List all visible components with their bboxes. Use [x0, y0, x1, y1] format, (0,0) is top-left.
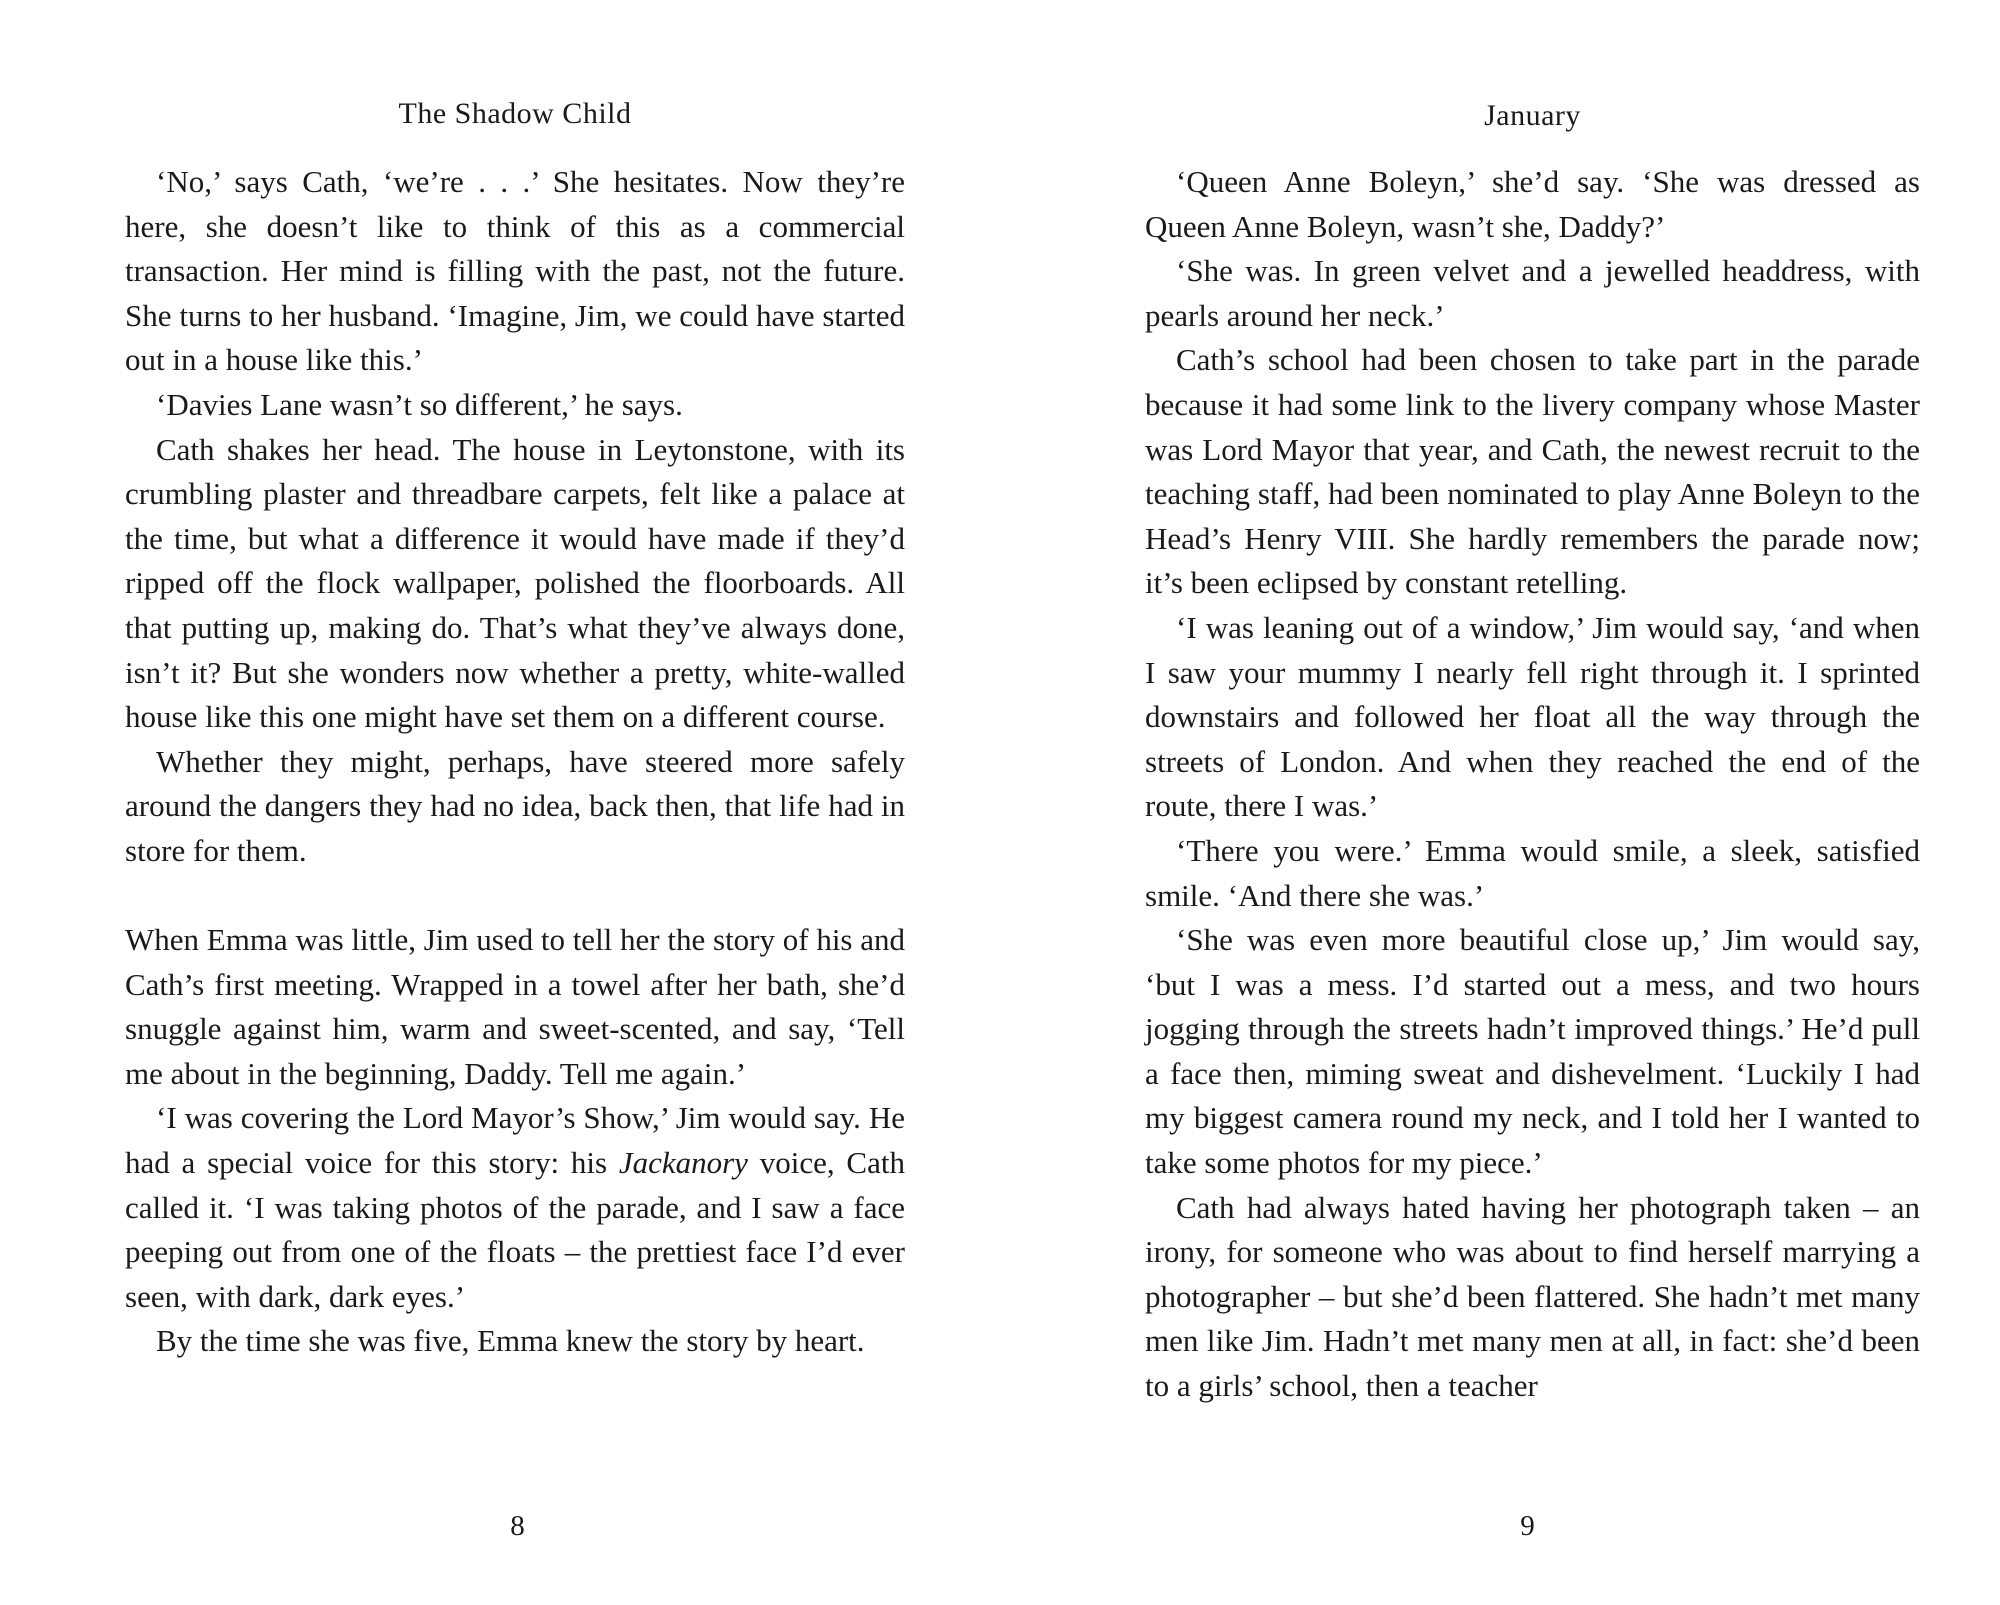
right-page	[1145, 0, 1920, 1605]
paragraph-text: voice, Cath called it. ‘I was taking photos of the parade, and I saw a face peeping out from one of the floats – the prettiest face I’d ever seen, with dark, dark eyes.’	[125, 1145, 905, 1314]
paragraph: ‘There you were.’ Emma would smile, a sleek, satisfied smile. ‘And there she was.’	[1145, 832, 1920, 913]
paragraph: ‘Queen Anne Boleyn,’ she’d say. ‘She was dressed as Queen Anne Boleyn, wasn’t she, Daddy?’	[1145, 164, 1920, 244]
paragraph: Cath had always hated having her photograph taken – an irony, for someone who was about to find herself marrying a photographer – but she’d been flattered. She hadn’t met many men like Jim. Hadn’t met many men at all, in fact: she’d been to a girls’ school, then a teacher	[1145, 1189, 1920, 1404]
paragraph: By the time she was five, Emma knew the story by heart.	[156, 1323, 865, 1359]
paragraph: ‘Davies Lane wasn’t so different,’ he says.	[156, 386, 683, 422]
left-page-body	[125, 160, 905, 1364]
paragraph: ‘She was. In green velvet and a jewelled headdress, with pearls around her neck.’	[1145, 253, 1920, 333]
page-number-right: 9	[1520, 1510, 1535, 1542]
section-break	[125, 874, 905, 919]
paragraph: When Emma was little, Jim used to tell her the story of his and Cath’s first meeting. Wrapped in a towel after her bath, she’d snuggle against him, warm and sweet-scented, and say, ‘Tell me about in the beginning, Daddy. Tell me again.’	[125, 922, 906, 1091]
paragraph: Cath’s school had been chosen to take part in the parade because it had some link to the livery company whose Master was Lord Mayor that year, and Cath, the newest recruit to the teaching staff, had been nominated to play Anne Boleyn to the Head’s Henry VIII. She hardly remembers the parade now; it’s been eclipsed by constant retelling.	[1145, 342, 1920, 601]
page-number-left: 8	[510, 1510, 525, 1542]
paragraph-text: ‘I was covering the Lord Mayor’s Show,’ Jim would say. He had a special voice for this story: his	[125, 1100, 905, 1181]
left-page	[125, 0, 905, 1605]
paragraph	[125, 1096, 905, 1319]
right-page-body	[1145, 160, 1920, 1409]
running-head-left: The Shadow Child	[398, 97, 632, 130]
italic-title: Jackanory	[618, 1145, 748, 1181]
running-head-right: January	[1484, 99, 1581, 132]
paragraph: ‘I was leaning out of a window,’ Jim would say, ‘and when I saw your mummy I nearly fell right through it. I sprinted downstairs and followed her float all the way through the streets of London. And when they reached the end of the route, there I was.’	[1145, 609, 1920, 824]
paragraph: Cath shakes her head. The house in Leytonstone, with its crumbling plaster and threadbare carpets, felt like a palace at the time, but what a difference it would have made if they’d ripped off the flock wallpaper, polished the floorboards. All that putting up, making do. That’s what they’ve always done, isn’t it? But she wonders now whether a pretty, white-walled house like this one might have set them on a different course.	[125, 431, 905, 735]
paragraph: ‘She was even more beautiful close up,’ Jim would say, ‘but I was a mess. I’d started out a mess, and two hours jogging through the streets hadn’t improved things.’ He’d pull a face then, miming sweat and dishevelment. ‘Luckily I had my biggest camera round my neck, and I told her I wanted to take some photos for my piece.’	[1145, 922, 1920, 1181]
paragraph: ‘No,’ says Cath, ‘we’re . . .’ She hesitates. Now they’re here, she doesn’t like to think of this as a commercial transaction. Her mind is filling with the past, not the future. She turns to her husband. ‘Imagine, Jim, we could have started out in a house like this.’	[125, 164, 905, 378]
paragraph: Whether they might, perhaps, have steered more safely around the dangers they had no idea, back then, that life had in store for them.	[125, 743, 905, 868]
